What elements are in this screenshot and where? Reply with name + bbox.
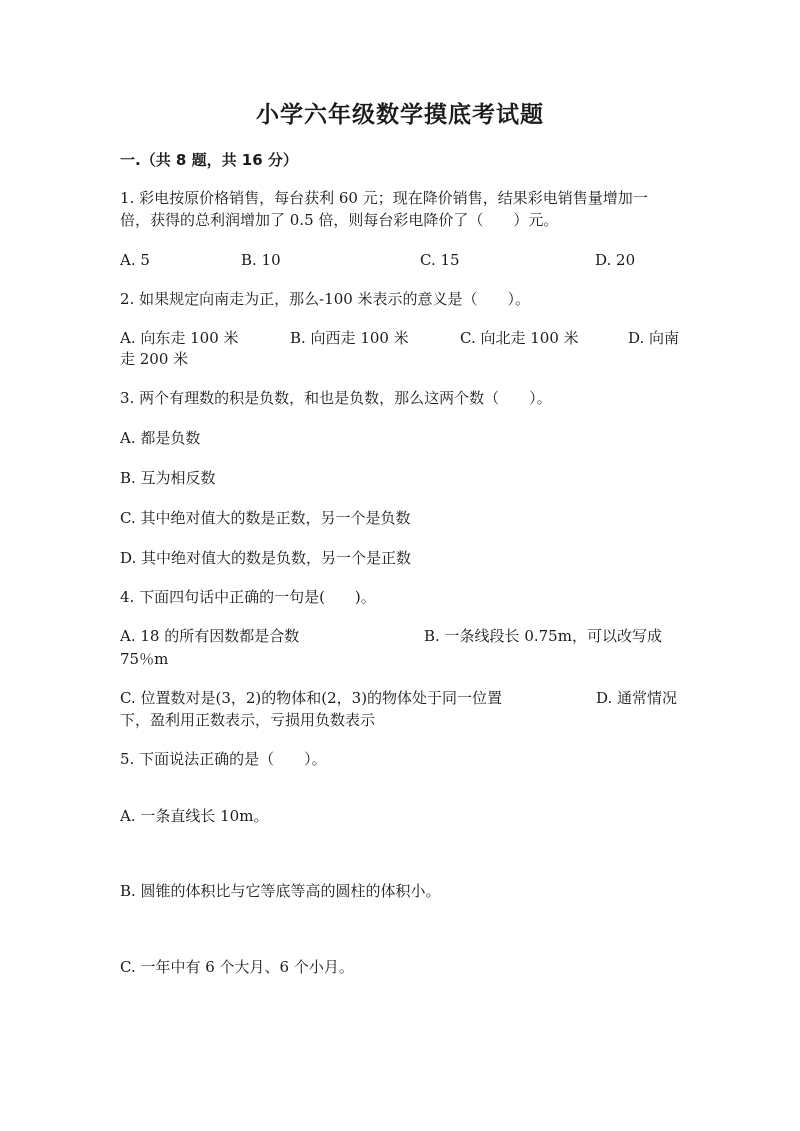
question-3-option-b: B. 互为相反数 (120, 469, 216, 487)
question-1-line-1: 1. 彩电按原价格销售，每台获利 60 元；现在降价销售，结果彩电销售量增加一 (120, 189, 648, 207)
question-3-option-a: A. 都是负数 (120, 429, 201, 447)
question-2-option-a: A. 向东走 100 米 (120, 329, 239, 347)
question-1-option-d: D. 20 (595, 251, 636, 269)
question-2-option-d-wrap: 走 200 米 (120, 350, 189, 368)
question-3-stem: 3. 两个有理数的积是负数，和也是负数，那么这两个数（ ）。 (120, 389, 552, 407)
page-title: 小学六年级数学摸底考试题 (256, 102, 544, 128)
question-4-option-b: B. 一条线段长 0.75m，可以改写成 (424, 627, 662, 645)
question-1-option-c: C. 15 (420, 251, 460, 269)
question-2-stem: 2. 如果规定向南走为正，那么-100 米表示的意义是（ ）。 (120, 290, 531, 308)
question-2-option-b: B. 向西走 100 米 (290, 329, 409, 347)
question-5-option-b: B. 圆锥的体积比与它等底等高的圆柱的体积小。 (120, 882, 441, 900)
question-5-option-c: C. 一年中有 6 个大月、6 个小月。 (120, 958, 354, 976)
question-1-option-a: A. 5 (120, 251, 150, 269)
question-2-option-d: D. 向南 (628, 329, 680, 347)
question-4-option-a: A. 18 的所有因数都是合数 (120, 627, 300, 645)
question-4-option-b-wrap: 75％m (120, 650, 169, 668)
question-4-option-d-wrap: 下，盈利用正数表示，亏损用负数表示 (120, 711, 376, 729)
question-1-option-b: B. 10 (241, 251, 281, 269)
question-1-line-2: 倍，获得的总利润增加了 0.5 倍，则每台彩电降价了（ ）元。 (120, 211, 559, 229)
question-3-option-c: C. 其中绝对值大的数是正数，另一个是负数 (120, 509, 411, 527)
question-2-option-c: C. 向北走 100 米 (460, 329, 579, 347)
question-4-stem: 4. 下面四句话中正确的一句是( )。 (120, 588, 376, 606)
question-5-option-a: A. 一条直线长 10m。 (120, 807, 269, 825)
section-heading: 一.（共 8 题，共 16 分） (120, 151, 298, 169)
question-3-option-d: D. 其中绝对值大的数是负数，另一个是正数 (120, 549, 412, 567)
question-5-stem: 5. 下面说法正确的是（ ）。 (120, 750, 327, 768)
question-4-option-c: C. 位置数对是(3，2)的物体和(2，3)的物体处于同一位置 (120, 689, 503, 707)
question-4-option-d: D. 通常情况 (596, 689, 678, 707)
